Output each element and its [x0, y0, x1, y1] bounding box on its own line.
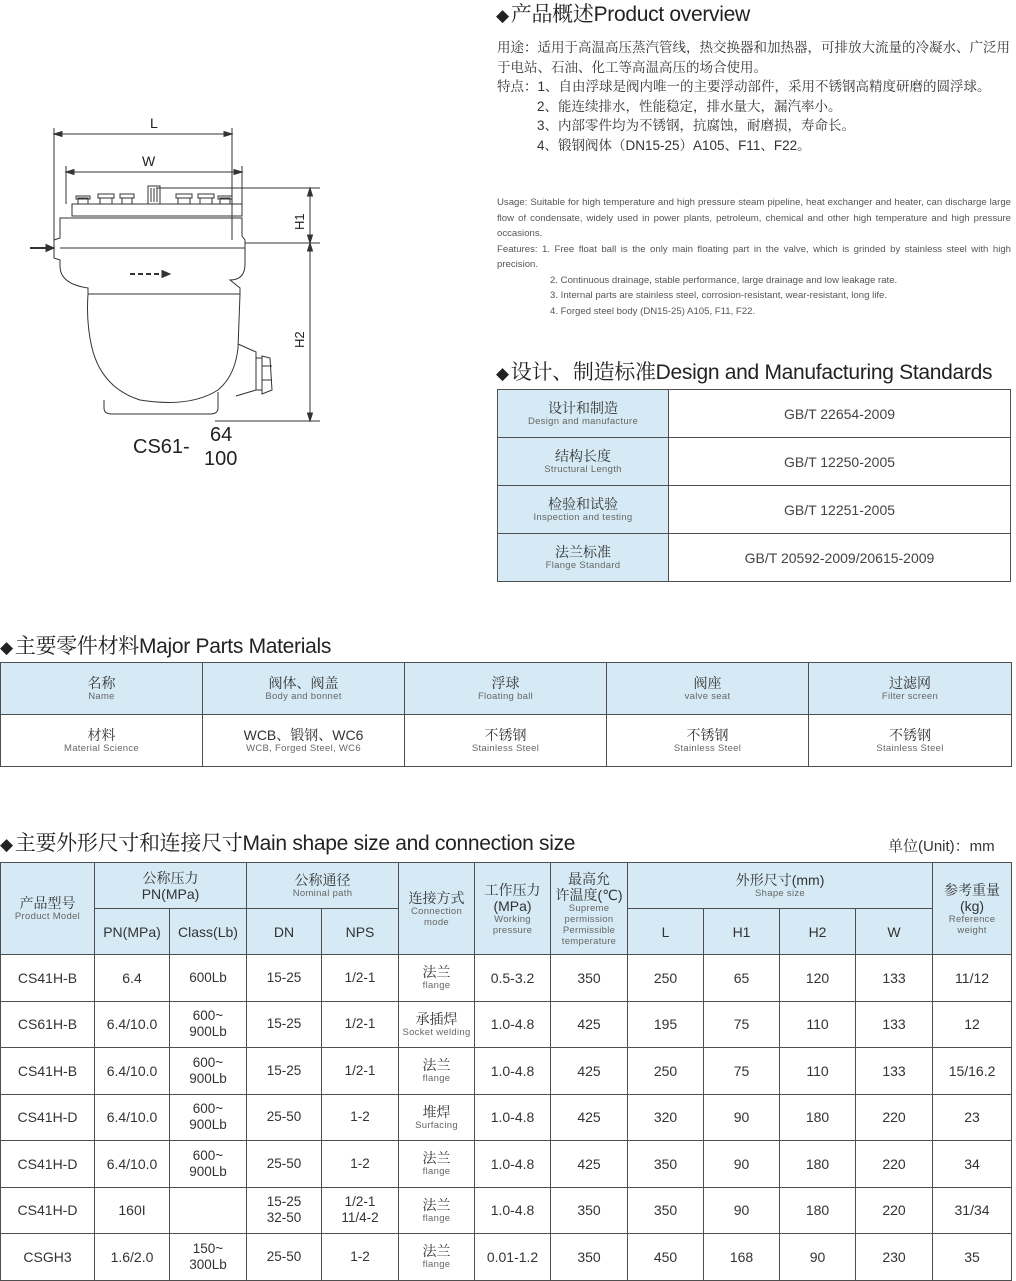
- model-pressure-bottom: 100: [204, 448, 238, 470]
- header-pn: 公称压力 PN(MPa): [95, 863, 247, 909]
- diamond-icon: ◆: [496, 364, 509, 383]
- dim-label-W: W: [142, 153, 156, 169]
- feature-cn-4: 4、锻钢阀体（DN15-25）A105、F11、F22。: [537, 137, 811, 153]
- header-connection: 连接方式 Connection mode: [399, 863, 475, 955]
- diamond-icon: ◆: [0, 835, 13, 854]
- dimensions-table: [0, 862, 1012, 1281]
- header-working-pressure: 工作压力 (MPa) Working pressure: [475, 863, 551, 955]
- header-weight: 参考重量 (kg) Reference weight: [933, 863, 1012, 955]
- diamond-icon: ◆: [0, 638, 13, 657]
- header-model: 产品型号 Product Model: [1, 863, 95, 955]
- feature-en-3: 3. Internal parts are stainless steel, corrosion-resistant, wear-resistant, long life.: [550, 290, 887, 301]
- dim-label-H1: H1: [292, 213, 307, 230]
- header-path: 公称通径 Nominal path: [247, 863, 399, 909]
- standards-row: 结构长度 Structural Length GB/T 12250-2005: [498, 438, 1011, 486]
- header-temperature: 最高允 许温度(℃) Supreme permission Permissible temperature: [551, 863, 628, 955]
- standards-row: 检验和试验 Inspection and testing GB/T 12251-2005: [498, 486, 1011, 534]
- feature-en-4: 4. Forged steel body (DN15-25) A105, F11, F22.: [550, 305, 756, 317]
- dimensions-subheader-row: PN(MPa) Class(Lb) DN NPS L H1 H2 W: [1, 909, 1012, 955]
- standards-row: 法兰标准 Flange Standard GB/T 20592-2009/20615-2009: [498, 534, 1011, 582]
- dimensions-header-row: [1, 863, 1012, 909]
- materials-row: 材料 Material Science WCB、锻钢、WC6 WCB, Forged Steel, WC6 不锈钢 Stainless Steel 不锈钢 Stainless Steel 不锈钢 Stainless Steel: [1, 715, 1012, 767]
- feature-cn-3: 3、内部零件均为不锈钢，抗腐蚀，耐磨损，寿命长。: [537, 118, 856, 133]
- table-row: CS41H-D 160I 15-25 32-50 1/2-1 11/4-2 法兰 flange 1.0-4.8 350 350 90 180 220 31/34: [1, 1187, 1012, 1234]
- features-cn: 特点：1、自由浮球是阀内唯一的主要浮动部件，采用不锈钢高精度研磨的圆浮球。: [497, 79, 991, 94]
- table-row: CS61H-B 6.4/10.0 600~ 900Lb 15-25 1/2-1 承插焊 Socket welding 1.0-4.8 425 195 75 110 133 12: [1, 1001, 1012, 1048]
- dimensions-title: ◆主要外形尺寸和连接尺寸Main shape size and connection size: [0, 832, 576, 855]
- table-row: CS41H-B 6.4/10.0 600~ 900Lb 15-25 1/2-1 法兰 flange 1.0-4.8 425 250 75 110 133 15/16.2: [1, 1048, 1012, 1095]
- valve-drawing: [20, 108, 360, 428]
- feature-en-2: 2. Continuous drainage, stable performance, large drainage and low leakage rate.: [550, 274, 898, 286]
- table-row: CS41H-B 6.4 600Lb 15-25 1/2-1 法兰 flange 0.5-3.2 350 250 65 120 133 11/12: [1, 955, 1012, 1002]
- standards-table: [497, 389, 1011, 582]
- overview-cn-text: [497, 38, 1011, 155]
- materials-title: ◆主要零件材料Major Parts Materials: [0, 635, 332, 658]
- diamond-icon: ◆: [496, 6, 509, 25]
- header-shape: 外形尺寸(mm) Shape size: [628, 863, 933, 909]
- unit-label: 单位(Unit)：mm: [888, 838, 995, 855]
- table-row: CS41H-D 6.4/10.0 600~ 900Lb 25-50 1-2 堆焊 Surfacing 1.0-4.8 425 320 90 180 220 23: [1, 1094, 1012, 1141]
- model-pressure-top: 64: [210, 424, 233, 446]
- dim-label-L: L: [150, 115, 158, 131]
- materials-header-row: 名称 Name 阀体、阀盖 Body and bonnet 浮球 Floating ball 阀座 valve seat 过滤网 Filter screen: [1, 663, 1012, 715]
- dim-label-H2: H2: [292, 331, 307, 348]
- usage-cn: 用途：适用于高温高压蒸汽管线，热交换器和加热器，可排放大流量的冷凝水、广泛用于电站、石油、化工等高温高压的场合使用。: [497, 40, 1010, 75]
- standards-title: ◆设计、制造标准Design and Manufacturing Standards: [496, 361, 993, 384]
- model-prefix: CS61-: [133, 436, 190, 458]
- materials-table: [0, 662, 1012, 767]
- feature-cn-2: 2、能连续排水，性能稳定，排水量大，漏汽率小。: [537, 98, 842, 114]
- standards-row: 设计和制造 Design and manufacture GB/T 22654-2009: [498, 390, 1011, 438]
- features-en: Features: 1. Free float ball is the only main floating part in the valve, which is grinded by stainless steel with high precision.: [497, 243, 1011, 270]
- usage-en: Usage: Suitable for high temperature and high pressure steam pipeline, heat exchanger and heater, can discharge large flow of condensate, widely used in power plants, petroleum, chemical and other high temperature and high pressure occasions.: [497, 197, 1011, 239]
- table-row: CS41H-D 6.4/10.0 600~ 900Lb 25-50 1-2 法兰 flange 1.0-4.8 425 350 90 180 220 34: [1, 1141, 1012, 1188]
- table-row: CSGH3 1.6/2.0 150~ 300Lb 25-50 1-2 法兰 flange 0.01-1.2 350 450 168 90 230 35: [1, 1234, 1012, 1281]
- overview-title: ◆产品概述Product overview: [496, 3, 750, 26]
- overview-en-text: [497, 195, 1011, 319]
